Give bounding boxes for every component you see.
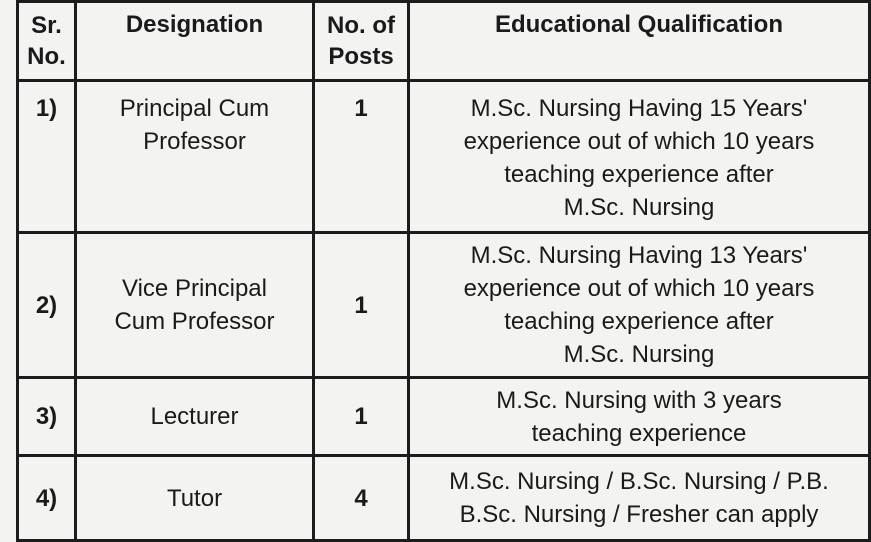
posts-table <box>16 0 871 542</box>
sr-no-cell: 1) <box>18 81 76 233</box>
header-sr-no: Sr. No. <box>18 2 76 81</box>
header-designation: Designation <box>76 2 314 81</box>
qualification-cell: M.Sc. Nursing / B.Sc. Nursing / P.B. B.Sc. Nursing / Fresher can apply <box>409 456 870 541</box>
posts-cell: 4 <box>314 456 409 541</box>
header-no-of-posts: No. of Posts <box>314 2 409 81</box>
designation-cell: Vice Principal Cum Professor <box>76 233 314 378</box>
header-educational-qualification: Educational Qualification <box>409 2 870 81</box>
posts-cell: 1 <box>314 233 409 378</box>
table-row <box>18 81 870 233</box>
designation-cell: Lecturer <box>76 378 314 456</box>
qualification-cell: M.Sc. Nursing with 3 years teaching experience <box>409 378 870 456</box>
header-row <box>18 2 870 81</box>
designation-cell: Tutor <box>76 456 314 541</box>
designation-cell: Principal Cum Professor <box>76 81 314 233</box>
posts-cell: 1 <box>314 378 409 456</box>
qualification-cell: M.Sc. Nursing Having 13 Years' experience out of which 10 years teaching experience after M.Sc. Nursing <box>409 233 870 378</box>
table-row <box>18 378 870 456</box>
posts-cell: 1 <box>314 81 409 233</box>
qualification-cell: M.Sc. Nursing Having 15 Years' experience out of which 10 years teaching experience after M.Sc. Nursing <box>409 81 870 233</box>
table-row <box>18 456 870 541</box>
table-row <box>18 233 870 378</box>
sr-no-cell: 4) <box>18 456 76 541</box>
sr-no-cell: 3) <box>18 378 76 456</box>
sr-no-cell: 2) <box>18 233 76 378</box>
